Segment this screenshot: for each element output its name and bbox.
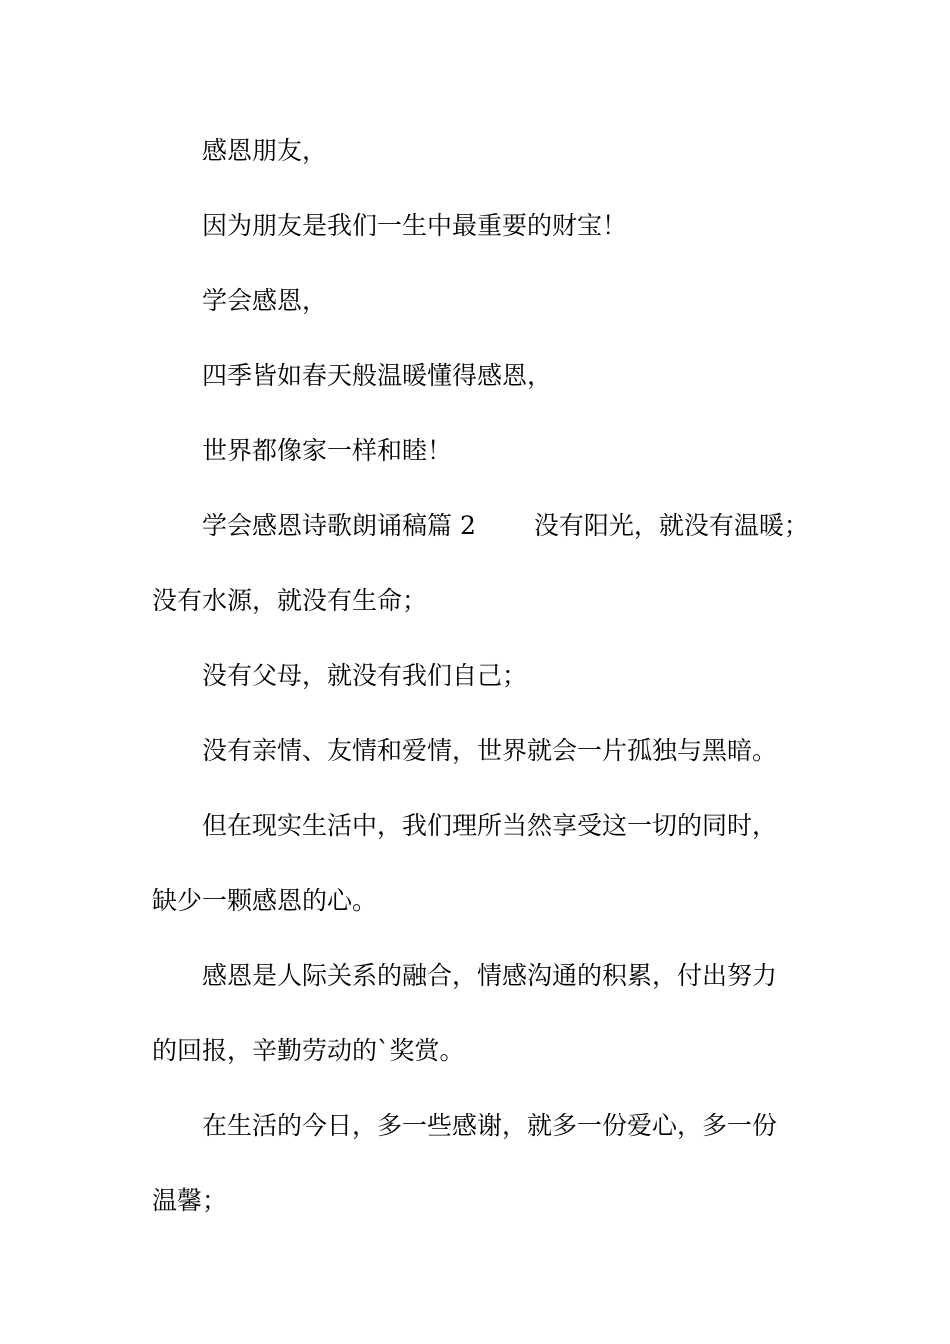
- text-line: 感恩是人际关系的融合，情感沟通的积累，付出努力: [202, 961, 778, 990]
- text-line: 因为朋友是我们一生中最重要的财宝！: [202, 211, 628, 240]
- text-line: 世界都像家一样和睦！: [202, 436, 453, 465]
- text-line: 没有亲情、友情和爱情，世界就会一片孤独与黑暗。: [202, 736, 778, 765]
- text-line: 没有水源，就没有生命；: [152, 586, 428, 615]
- text-line: 学会感恩，: [202, 286, 328, 315]
- text-line: 但在现实生活中，我们理所当然享受这一切的同时，: [202, 811, 778, 840]
- text-fragment: 没有阳光，就没有温暖；: [533, 511, 809, 540]
- text-line: 温馨；: [152, 1186, 228, 1215]
- text-line: 四季皆如春天般温暖懂得感恩，: [202, 361, 553, 390]
- text-line: 的回报，辛勤劳动的`奖赏。: [152, 1036, 465, 1065]
- text-line: 在生活的今日，多一些感谢，就多一份爱心，多一份: [202, 1111, 778, 1140]
- text-line: 缺少一颗感恩的心。: [152, 886, 378, 915]
- text-line-with-heading: [0, 506, 950, 546]
- text-line: 感恩朋友，: [202, 136, 328, 165]
- text-line: 没有父母，就没有我们自己；: [202, 661, 528, 690]
- section-heading: 学会感恩诗歌朗诵稿篇 2: [202, 511, 476, 540]
